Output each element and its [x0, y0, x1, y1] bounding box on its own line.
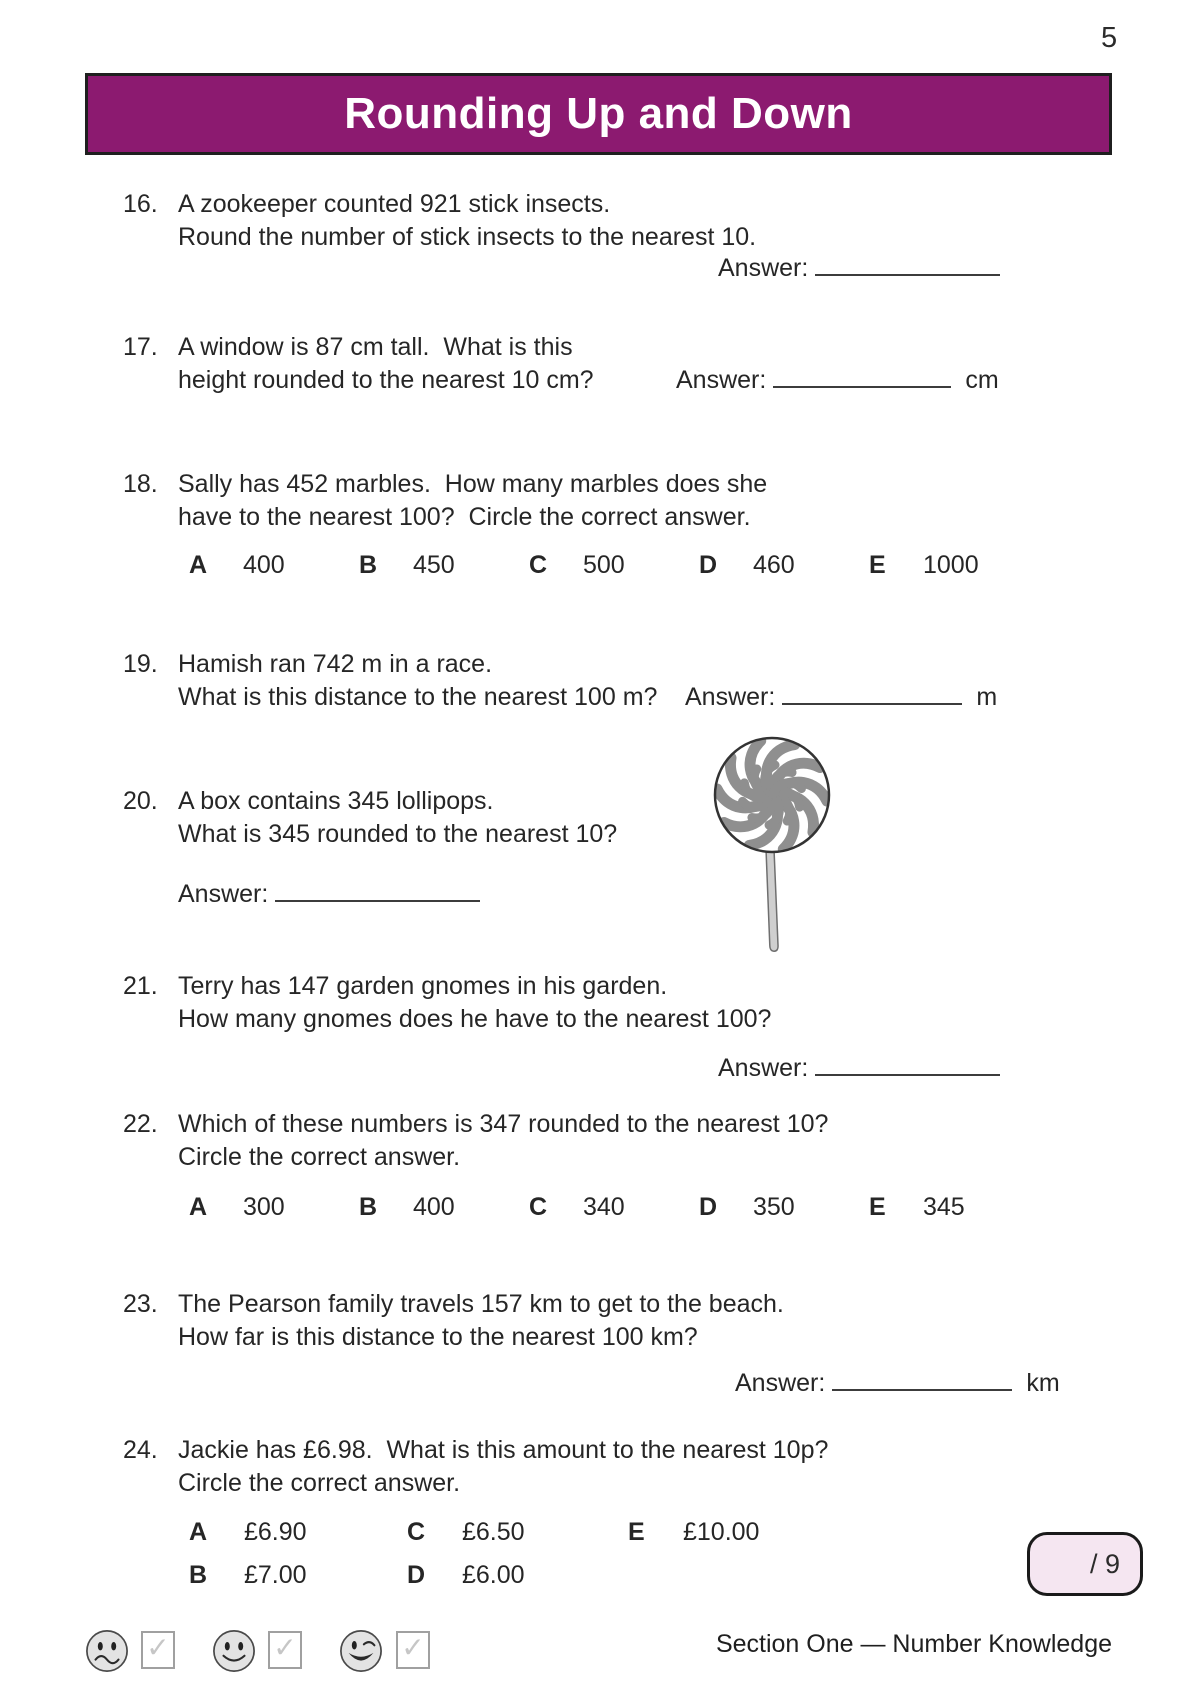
choice-option[interactable] — [869, 1193, 1039, 1222]
choice-option[interactable] — [407, 1518, 525, 1547]
question-text-line: The Pearson family travels 157 km to get to the beach. — [178, 1290, 784, 1318]
question-number: 18. — [123, 470, 158, 498]
choice-value: £7.00 — [244, 1561, 307, 1589]
choice-option[interactable] — [359, 551, 529, 580]
choice-option[interactable] — [699, 551, 869, 580]
choice-value: £10.00 — [683, 1518, 760, 1546]
answer-unit: km — [1026, 1369, 1060, 1397]
question-text-line: height rounded to the nearest 10 cm? — [178, 366, 594, 394]
choice-letter: B — [359, 551, 378, 579]
question-number: 19. — [123, 650, 158, 678]
choice-value: 500 — [583, 551, 625, 579]
choice-letter: A — [189, 1518, 208, 1546]
answer-label: Answer: — [718, 1054, 809, 1082]
question-text-line: Sally has 452 marbles. How many marbles does she — [178, 470, 768, 498]
choice-letter: A — [189, 1193, 208, 1221]
choice-value: 400 — [413, 1193, 455, 1221]
sad-face-icon — [85, 1629, 129, 1673]
score-box[interactable] — [1027, 1532, 1143, 1596]
question-number: 24. — [123, 1436, 158, 1464]
question-text-line: How many gnomes does he have to the nearest 100? — [178, 1005, 772, 1033]
choice-letter: D — [699, 1193, 718, 1221]
choice-value: 450 — [413, 551, 455, 579]
question-text-line: What is 345 rounded to the nearest 10? — [178, 820, 618, 848]
mood-checkbox-neutral[interactable] — [268, 1631, 302, 1669]
answer-line[interactable] — [832, 1365, 1012, 1391]
choice-letter: C — [529, 1193, 548, 1221]
page-number: 5 — [1101, 22, 1118, 54]
choice-letter: C — [529, 551, 548, 579]
choice-letter: E — [869, 551, 886, 579]
choice-option[interactable] — [529, 1193, 699, 1222]
choice-letter: E — [869, 1193, 886, 1221]
choice-value: £6.50 — [462, 1518, 525, 1546]
choice-letter: C — [407, 1518, 426, 1546]
choice-value: 350 — [753, 1193, 795, 1221]
choice-value: 460 — [753, 551, 795, 579]
choice-option[interactable] — [628, 1518, 759, 1547]
answer-line[interactable] — [815, 250, 1000, 276]
answer-line[interactable] — [815, 1050, 1000, 1076]
choice-option[interactable] — [359, 1193, 529, 1222]
choice-option[interactable] — [189, 1518, 307, 1547]
choice-value: 340 — [583, 1193, 625, 1221]
mood-checkbox-sad[interactable] — [141, 1631, 175, 1669]
mood-checkbox-happy[interactable] — [396, 1631, 430, 1669]
choice-letter: B — [359, 1193, 378, 1221]
choice-option[interactable] — [189, 1561, 307, 1590]
answer-label: Answer: — [718, 254, 809, 282]
choice-value: 400 — [243, 551, 285, 579]
answer-label: Answer: — [685, 683, 776, 711]
answer-line[interactable] — [782, 679, 962, 705]
answer-label: Answer: — [676, 366, 767, 394]
question-text-line: What is this distance to the nearest 100 m? — [178, 683, 658, 711]
question-text-line: Which of these numbers is 347 rounded to the nearest 10? — [178, 1110, 829, 1138]
choice-option[interactable] — [407, 1561, 525, 1590]
choice-option[interactable] — [189, 1193, 359, 1222]
question-number: 17. — [123, 333, 158, 361]
question-text-line: have to the nearest 100? Circle the correct answer. — [178, 503, 751, 531]
check-icon: ✓ — [273, 1632, 297, 1663]
question-text-line: Circle the correct answer. — [178, 1143, 461, 1171]
choice-letter: E — [628, 1518, 645, 1546]
choice-letter: B — [189, 1561, 208, 1589]
choice-option[interactable] — [699, 1193, 869, 1222]
question-text-line: A zookeeper counted 921 stick insects. — [178, 190, 611, 218]
check-icon: ✓ — [146, 1632, 170, 1663]
choice-option[interactable] — [529, 551, 699, 580]
section-footer: Section One — Number Knowledge — [715, 1630, 1112, 1658]
choice-letter: D — [699, 551, 718, 579]
choice-value: £6.90 — [244, 1518, 307, 1546]
question-text-line: Round the number of stick insects to the nearest 10. — [178, 223, 757, 251]
answer-line[interactable] — [773, 362, 951, 388]
neutral-face-icon — [212, 1629, 256, 1673]
choice-value: 1000 — [923, 551, 979, 579]
answer-unit: m — [976, 683, 998, 711]
question-number: 16. — [123, 190, 158, 218]
choice-letter: D — [407, 1561, 426, 1589]
question-text-line: A window is 87 cm tall. What is this — [178, 333, 573, 361]
choice-option[interactable] — [869, 551, 1039, 580]
page-title: Rounding Up and Down — [344, 89, 853, 138]
section-title-banner — [85, 73, 1112, 155]
question-text-line: Terry has 147 garden gnomes in his garden. — [178, 972, 668, 1000]
answer-label: Answer: — [735, 1369, 826, 1397]
choice-value: 300 — [243, 1193, 285, 1221]
question-number: 23. — [123, 1290, 158, 1318]
choice-value: 345 — [923, 1193, 965, 1221]
choice-letter: A — [189, 551, 208, 579]
question-text-line: Jackie has £6.98. What is this amount to the nearest 10p? — [178, 1436, 829, 1464]
check-icon: ✓ — [401, 1632, 425, 1663]
question-text-line: A box contains 345 lollipops. — [178, 787, 494, 815]
question-text-line: Hamish ran 742 m in a race. — [178, 650, 493, 678]
question-number: 20. — [123, 787, 158, 815]
answer-line[interactable] — [275, 876, 480, 902]
question-number: 22. — [123, 1110, 158, 1138]
answer-unit: cm — [965, 366, 999, 394]
choice-option[interactable] — [189, 551, 359, 580]
choice-value: £6.00 — [462, 1561, 525, 1589]
lollipop-illustration — [706, 733, 838, 957]
question-text-line: Circle the correct answer. — [178, 1469, 461, 1497]
question-text-line: How far is this distance to the nearest 100 km? — [178, 1323, 698, 1351]
choices-row — [189, 1193, 1039, 1222]
answer-label: Answer: — [178, 880, 269, 908]
happy-face-icon — [339, 1629, 383, 1673]
choices-row — [189, 551, 1039, 580]
question-number: 21. — [123, 972, 158, 1000]
score-max-label: / 9 — [1089, 1548, 1120, 1579]
